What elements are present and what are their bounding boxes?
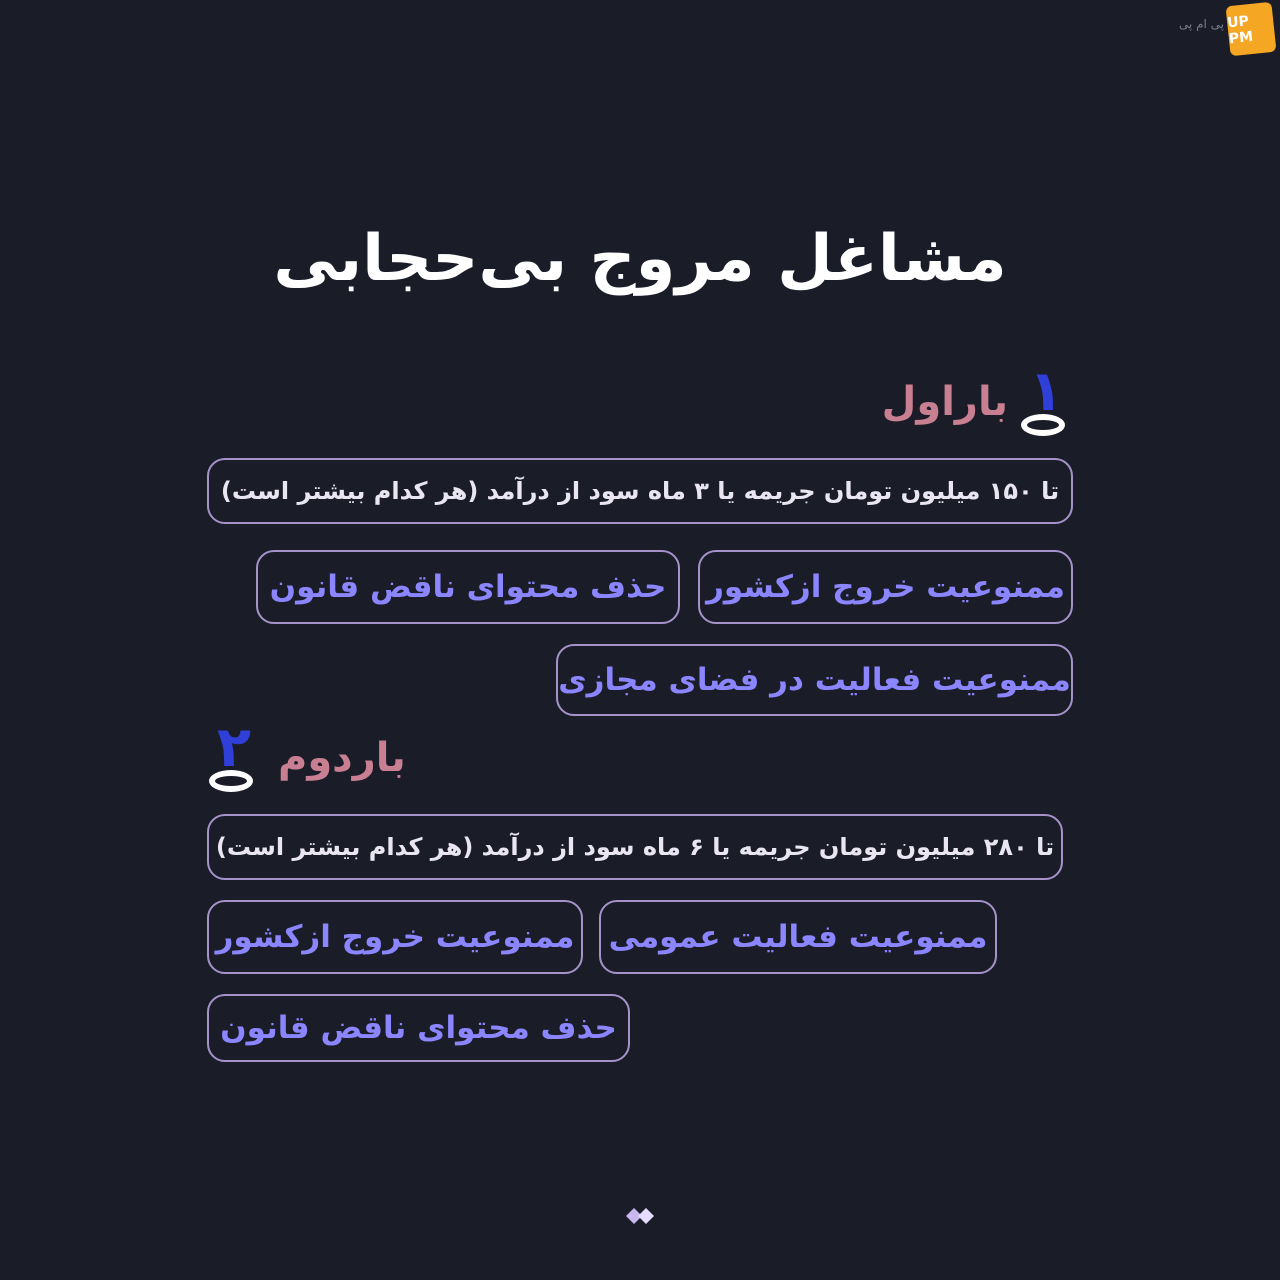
section-2-header [206,715,406,794]
watermark-text: پی ام پی [1178,17,1224,31]
section-2-fine: تا ۲۸۰ میلیون تومان جریمه یا ۶ ماه سود از درآمد (هر کدام بیشتر است) [207,814,1063,880]
number-marker-icon [206,715,262,794]
section-2-penalty-remove-content: حذف محتوای ناقض قانون [207,994,630,1062]
section-1-header [881,359,1074,438]
section-1-fine: تا ۱۵۰ میلیون تومان جریمه یا ۳ ماه سود از درآمد (هر کدام بیشتر است) [207,458,1073,524]
diamonds-logo-icon [624,1204,656,1228]
section-1-label: باراول [881,379,1008,425]
section-1-penalty-online-ban: ممنوعیت فعالیت در فضای مجازی [556,644,1073,716]
section-2-label: باردوم [278,735,406,781]
section-2-number: ۲ [216,715,252,780]
section-1-penalty-remove-content: حذف محتوای ناقض قانون [256,550,680,624]
watermark-logo-icon: UP PM [1226,2,1277,57]
number-marker-icon [1018,359,1074,438]
section-1-number: ۱ [1028,359,1064,424]
watermark [1174,4,1274,54]
section-2-penalty-exit-ban: ممنوعیت خروج ازکشور [207,900,583,974]
page-title: مشاغل مروج بی‌حجابی [273,222,1007,296]
section-2-penalty-public-ban: ممنوعیت فعالیت عمومی [599,900,997,974]
section-1-penalty-exit-ban: ممنوعیت خروج ازکشور [698,550,1073,624]
